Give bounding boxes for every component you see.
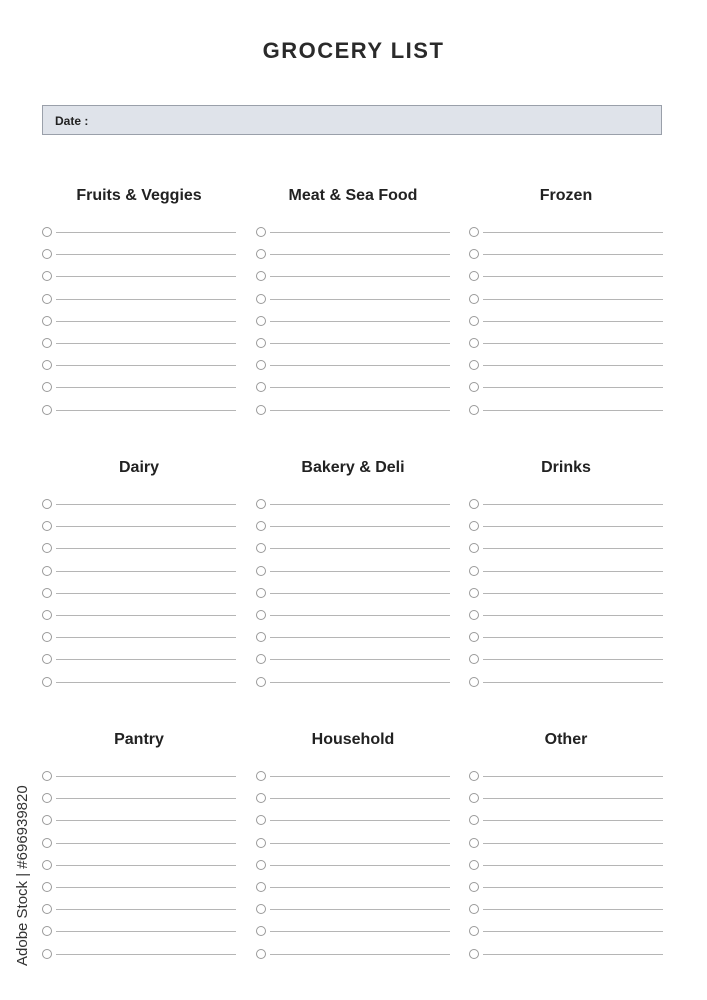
writing-line[interactable] bbox=[483, 954, 663, 955]
writing-line[interactable] bbox=[56, 526, 236, 527]
checklist-item[interactable] bbox=[469, 538, 663, 560]
checklist-item[interactable] bbox=[469, 377, 663, 399]
writing-line[interactable] bbox=[270, 659, 450, 660]
checklist-item[interactable] bbox=[42, 538, 236, 560]
checklist-item[interactable] bbox=[42, 649, 236, 671]
section-bakery-deli bbox=[256, 458, 450, 694]
checklist bbox=[469, 766, 663, 966]
writing-line[interactable] bbox=[56, 548, 236, 549]
checklist-item[interactable] bbox=[42, 561, 236, 583]
writing-line[interactable] bbox=[270, 843, 450, 844]
checklist-item[interactable] bbox=[256, 222, 450, 244]
checklist-item[interactable] bbox=[256, 355, 450, 377]
checkbox-circle-icon[interactable] bbox=[469, 499, 479, 509]
checklist-item[interactable] bbox=[469, 289, 663, 311]
writing-line[interactable] bbox=[56, 321, 236, 322]
writing-line[interactable] bbox=[56, 843, 236, 844]
writing-line[interactable] bbox=[270, 798, 450, 799]
writing-line[interactable] bbox=[483, 682, 663, 683]
writing-line[interactable] bbox=[56, 776, 236, 777]
checklist bbox=[256, 766, 450, 966]
checklist-item[interactable] bbox=[42, 833, 236, 855]
checklist bbox=[469, 494, 663, 694]
section-title: Other bbox=[544, 731, 588, 748]
checklist-item[interactable] bbox=[256, 244, 450, 266]
checklist-item[interactable] bbox=[42, 944, 236, 966]
checkbox-circle-icon[interactable] bbox=[256, 904, 266, 914]
writing-line[interactable] bbox=[270, 410, 450, 411]
section-other bbox=[469, 730, 663, 966]
writing-line[interactable] bbox=[270, 637, 450, 638]
checkbox-circle-icon[interactable] bbox=[256, 588, 266, 598]
checkbox-circle-icon[interactable] bbox=[256, 499, 266, 509]
writing-line[interactable] bbox=[483, 299, 663, 300]
writing-line[interactable] bbox=[56, 276, 236, 277]
checklist bbox=[469, 222, 663, 422]
writing-line[interactable] bbox=[56, 659, 236, 660]
checkbox-circle-icon[interactable] bbox=[469, 405, 479, 415]
checkbox-circle-icon[interactable] bbox=[42, 338, 52, 348]
writing-line[interactable] bbox=[56, 593, 236, 594]
checklist-item[interactable] bbox=[469, 944, 663, 966]
checklist bbox=[256, 494, 450, 694]
checkbox-circle-icon[interactable] bbox=[256, 949, 266, 959]
checkbox-circle-icon[interactable] bbox=[42, 316, 52, 326]
checkbox-circle-icon[interactable] bbox=[469, 316, 479, 326]
writing-line[interactable] bbox=[56, 365, 236, 366]
section-title: Fruits & Veggies bbox=[76, 187, 202, 204]
checklist-item[interactable] bbox=[469, 222, 663, 244]
checklist-item[interactable] bbox=[469, 810, 663, 832]
checkbox-circle-icon[interactable] bbox=[42, 566, 52, 576]
checklist-item[interactable] bbox=[42, 877, 236, 899]
checklist-item[interactable] bbox=[256, 333, 450, 355]
writing-line[interactable] bbox=[56, 931, 236, 932]
writing-line[interactable] bbox=[483, 343, 663, 344]
writing-line[interactable] bbox=[56, 887, 236, 888]
checklist-item[interactable] bbox=[469, 311, 663, 333]
checkbox-circle-icon[interactable] bbox=[256, 543, 266, 553]
writing-line[interactable] bbox=[270, 931, 450, 932]
checkbox-circle-icon[interactable] bbox=[42, 405, 52, 415]
checklist-item[interactable] bbox=[469, 672, 663, 694]
writing-line[interactable] bbox=[483, 659, 663, 660]
checklist-item[interactable] bbox=[42, 627, 236, 649]
checkbox-circle-icon[interactable] bbox=[256, 771, 266, 781]
stock-watermark: Adobe Stock | #696939820 bbox=[14, 785, 31, 967]
writing-line[interactable] bbox=[270, 254, 450, 255]
checkbox-circle-icon[interactable] bbox=[42, 249, 52, 259]
writing-line[interactable] bbox=[270, 776, 450, 777]
checkbox-circle-icon[interactable] bbox=[469, 610, 479, 620]
checklist-item[interactable] bbox=[42, 311, 236, 333]
checklist-item[interactable] bbox=[256, 649, 450, 671]
checklist-item[interactable] bbox=[469, 561, 663, 583]
checkbox-circle-icon[interactable] bbox=[256, 405, 266, 415]
writing-line[interactable] bbox=[270, 909, 450, 910]
section-title: Dairy bbox=[118, 459, 160, 476]
writing-line[interactable] bbox=[56, 909, 236, 910]
writing-line[interactable] bbox=[483, 254, 663, 255]
writing-line[interactable] bbox=[270, 321, 450, 322]
checklist-item[interactable] bbox=[42, 266, 236, 288]
checkbox-circle-icon[interactable] bbox=[256, 360, 266, 370]
writing-line[interactable] bbox=[56, 865, 236, 866]
checkbox-circle-icon[interactable] bbox=[42, 677, 52, 687]
checkbox-circle-icon[interactable] bbox=[469, 949, 479, 959]
checklist-item[interactable] bbox=[256, 766, 450, 788]
checkbox-circle-icon[interactable] bbox=[256, 610, 266, 620]
checkbox-circle-icon[interactable] bbox=[42, 793, 52, 803]
checkbox-circle-icon[interactable] bbox=[469, 227, 479, 237]
writing-line[interactable] bbox=[56, 682, 236, 683]
writing-line[interactable] bbox=[56, 637, 236, 638]
checkbox-circle-icon[interactable] bbox=[469, 543, 479, 553]
section-pantry bbox=[42, 730, 236, 966]
writing-line[interactable] bbox=[483, 321, 663, 322]
writing-line[interactable] bbox=[56, 504, 236, 505]
checklist-item[interactable] bbox=[42, 899, 236, 921]
checkbox-circle-icon[interactable] bbox=[469, 904, 479, 914]
checkbox-circle-icon[interactable] bbox=[256, 382, 266, 392]
section-title: Drinks bbox=[541, 459, 591, 476]
checklist-item[interactable] bbox=[469, 649, 663, 671]
checklist-item[interactable] bbox=[42, 788, 236, 810]
checklist-item[interactable] bbox=[469, 244, 663, 266]
checklist-item[interactable] bbox=[42, 244, 236, 266]
checklist-item[interactable] bbox=[469, 921, 663, 943]
checkbox-circle-icon[interactable] bbox=[42, 815, 52, 825]
checkbox-circle-icon[interactable] bbox=[42, 294, 52, 304]
checkbox-circle-icon[interactable] bbox=[469, 566, 479, 576]
checkbox-circle-icon[interactable] bbox=[469, 926, 479, 936]
writing-line[interactable] bbox=[483, 798, 663, 799]
checkbox-circle-icon[interactable] bbox=[469, 338, 479, 348]
writing-line[interactable] bbox=[270, 387, 450, 388]
writing-line[interactable] bbox=[483, 637, 663, 638]
checklist-item[interactable] bbox=[42, 921, 236, 943]
checklist-item[interactable] bbox=[42, 855, 236, 877]
checkbox-circle-icon[interactable] bbox=[42, 227, 52, 237]
checklist-item[interactable] bbox=[469, 400, 663, 422]
checklist-item[interactable] bbox=[42, 672, 236, 694]
checklist-item[interactable] bbox=[469, 355, 663, 377]
writing-line[interactable] bbox=[270, 365, 450, 366]
writing-line[interactable] bbox=[270, 526, 450, 527]
checkbox-circle-icon[interactable] bbox=[42, 382, 52, 392]
writing-line[interactable] bbox=[270, 343, 450, 344]
checklist bbox=[256, 222, 450, 422]
checkbox-circle-icon[interactable] bbox=[42, 360, 52, 370]
writing-line[interactable] bbox=[56, 254, 236, 255]
checklist-item[interactable] bbox=[256, 538, 450, 560]
checkbox-circle-icon[interactable] bbox=[256, 654, 266, 664]
section-title: Meat & Sea Food bbox=[288, 187, 418, 204]
checkbox-circle-icon[interactable] bbox=[42, 904, 52, 914]
checklist-item[interactable] bbox=[256, 494, 450, 516]
section-title: Household bbox=[311, 731, 395, 748]
checklist-item[interactable] bbox=[42, 222, 236, 244]
checklist-item[interactable] bbox=[42, 583, 236, 605]
writing-line[interactable] bbox=[483, 410, 663, 411]
checklist-item[interactable] bbox=[256, 311, 450, 333]
writing-line[interactable] bbox=[270, 887, 450, 888]
section-dairy bbox=[42, 458, 236, 694]
checklist-item[interactable] bbox=[469, 333, 663, 355]
checkbox-circle-icon[interactable] bbox=[256, 521, 266, 531]
date-label: Date : bbox=[55, 114, 89, 128]
checkbox-circle-icon[interactable] bbox=[469, 793, 479, 803]
checklist bbox=[42, 766, 236, 966]
writing-line[interactable] bbox=[270, 865, 450, 866]
checkbox-circle-icon[interactable] bbox=[469, 360, 479, 370]
writing-line[interactable] bbox=[483, 504, 663, 505]
checkbox-circle-icon[interactable] bbox=[256, 566, 266, 576]
checkbox-circle-icon[interactable] bbox=[469, 271, 479, 281]
checklist-item[interactable] bbox=[469, 516, 663, 538]
checklist-item[interactable] bbox=[256, 583, 450, 605]
checklist-item[interactable] bbox=[469, 266, 663, 288]
checkbox-circle-icon[interactable] bbox=[42, 949, 52, 959]
writing-line[interactable] bbox=[483, 365, 663, 366]
checkbox-circle-icon[interactable] bbox=[469, 294, 479, 304]
checkbox-circle-icon[interactable] bbox=[256, 338, 266, 348]
checklist-item[interactable] bbox=[256, 810, 450, 832]
checkbox-circle-icon[interactable] bbox=[256, 926, 266, 936]
writing-line[interactable] bbox=[483, 387, 663, 388]
checkbox-circle-icon[interactable] bbox=[469, 882, 479, 892]
writing-line[interactable] bbox=[270, 682, 450, 683]
writing-line[interactable] bbox=[483, 615, 663, 616]
checkbox-circle-icon[interactable] bbox=[469, 838, 479, 848]
writing-line[interactable] bbox=[56, 232, 236, 233]
writing-line[interactable] bbox=[56, 798, 236, 799]
checklist-item[interactable] bbox=[469, 494, 663, 516]
section-title: Frozen bbox=[539, 187, 593, 204]
checklist-item[interactable] bbox=[256, 561, 450, 583]
checklist-item[interactable] bbox=[256, 921, 450, 943]
checklist-item[interactable] bbox=[256, 899, 450, 921]
checklist-item[interactable] bbox=[42, 605, 236, 627]
writing-line[interactable] bbox=[483, 909, 663, 910]
writing-line[interactable] bbox=[483, 931, 663, 932]
checklist-item[interactable] bbox=[42, 333, 236, 355]
checklist bbox=[42, 494, 236, 694]
writing-line[interactable] bbox=[56, 615, 236, 616]
writing-line[interactable] bbox=[270, 571, 450, 572]
checkbox-circle-icon[interactable] bbox=[42, 610, 52, 620]
checkbox-circle-icon[interactable] bbox=[42, 499, 52, 509]
checkbox-circle-icon[interactable] bbox=[256, 838, 266, 848]
checkbox-circle-icon[interactable] bbox=[42, 521, 52, 531]
checkbox-circle-icon[interactable] bbox=[42, 882, 52, 892]
writing-line[interactable] bbox=[483, 571, 663, 572]
writing-line[interactable] bbox=[483, 843, 663, 844]
checkbox-circle-icon[interactable] bbox=[42, 588, 52, 598]
checklist-item[interactable] bbox=[42, 355, 236, 377]
checklist-item[interactable] bbox=[469, 583, 663, 605]
checklist-item[interactable] bbox=[256, 855, 450, 877]
checkbox-circle-icon[interactable] bbox=[256, 793, 266, 803]
checklist-item[interactable] bbox=[256, 877, 450, 899]
checkbox-circle-icon[interactable] bbox=[42, 543, 52, 553]
writing-line[interactable] bbox=[483, 526, 663, 527]
checkbox-circle-icon[interactable] bbox=[42, 926, 52, 936]
checklist-item[interactable] bbox=[42, 766, 236, 788]
checklist-item[interactable] bbox=[469, 833, 663, 855]
checklist-item[interactable] bbox=[469, 627, 663, 649]
checklist-item[interactable] bbox=[256, 672, 450, 694]
writing-line[interactable] bbox=[270, 954, 450, 955]
checkbox-circle-icon[interactable] bbox=[42, 838, 52, 848]
writing-line[interactable] bbox=[483, 820, 663, 821]
checkbox-circle-icon[interactable] bbox=[256, 227, 266, 237]
checklist-item[interactable] bbox=[469, 766, 663, 788]
date-field[interactable] bbox=[42, 105, 662, 135]
checklist-item[interactable] bbox=[469, 855, 663, 877]
checkbox-circle-icon[interactable] bbox=[42, 654, 52, 664]
checkbox-circle-icon[interactable] bbox=[469, 860, 479, 870]
checklist-item[interactable] bbox=[256, 266, 450, 288]
writing-line[interactable] bbox=[270, 504, 450, 505]
section-fruits-veggies bbox=[42, 186, 236, 422]
writing-line[interactable] bbox=[56, 299, 236, 300]
checklist-item[interactable] bbox=[42, 377, 236, 399]
checklist-item[interactable] bbox=[42, 516, 236, 538]
checklist-item[interactable] bbox=[256, 377, 450, 399]
checkbox-circle-icon[interactable] bbox=[469, 521, 479, 531]
checkbox-circle-icon[interactable] bbox=[256, 860, 266, 870]
checklist-item[interactable] bbox=[256, 627, 450, 649]
writing-line[interactable] bbox=[270, 232, 450, 233]
writing-line[interactable] bbox=[56, 954, 236, 955]
checklist-item[interactable] bbox=[42, 494, 236, 516]
checklist-item[interactable] bbox=[42, 810, 236, 832]
section-title: Bakery & Deli bbox=[301, 459, 405, 476]
writing-line[interactable] bbox=[56, 387, 236, 388]
checkbox-circle-icon[interactable] bbox=[469, 815, 479, 825]
writing-line[interactable] bbox=[483, 593, 663, 594]
checkbox-circle-icon[interactable] bbox=[42, 771, 52, 781]
section-title: Pantry bbox=[114, 731, 164, 748]
checklist-item[interactable] bbox=[256, 788, 450, 810]
checkbox-circle-icon[interactable] bbox=[256, 294, 266, 304]
checkbox-circle-icon[interactable] bbox=[42, 271, 52, 281]
writing-line[interactable] bbox=[483, 548, 663, 549]
section-drinks bbox=[469, 458, 663, 694]
checklist bbox=[42, 222, 236, 422]
checklist-item[interactable] bbox=[469, 899, 663, 921]
section-household bbox=[256, 730, 450, 966]
checkbox-circle-icon[interactable] bbox=[42, 632, 52, 642]
checkbox-circle-icon[interactable] bbox=[469, 771, 479, 781]
checkbox-circle-icon[interactable] bbox=[256, 882, 266, 892]
writing-line[interactable] bbox=[270, 820, 450, 821]
writing-line[interactable] bbox=[270, 299, 450, 300]
checklist-item[interactable] bbox=[256, 516, 450, 538]
checkbox-circle-icon[interactable] bbox=[469, 654, 479, 664]
checkbox-circle-icon[interactable] bbox=[42, 860, 52, 870]
writing-line[interactable] bbox=[270, 276, 450, 277]
writing-line[interactable] bbox=[483, 865, 663, 866]
writing-line[interactable] bbox=[56, 410, 236, 411]
checklist-item[interactable] bbox=[256, 833, 450, 855]
writing-line[interactable] bbox=[270, 615, 450, 616]
writing-line[interactable] bbox=[483, 776, 663, 777]
checkbox-circle-icon[interactable] bbox=[469, 249, 479, 259]
checkbox-circle-icon[interactable] bbox=[469, 632, 479, 642]
writing-line[interactable] bbox=[56, 343, 236, 344]
checklist-item[interactable] bbox=[256, 289, 450, 311]
checklist-item[interactable] bbox=[42, 289, 236, 311]
checklist-item[interactable] bbox=[469, 877, 663, 899]
writing-line[interactable] bbox=[270, 548, 450, 549]
checklist-item[interactable] bbox=[42, 400, 236, 422]
checkbox-circle-icon[interactable] bbox=[256, 316, 266, 326]
writing-line[interactable] bbox=[56, 571, 236, 572]
writing-line[interactable] bbox=[270, 593, 450, 594]
checkbox-circle-icon[interactable] bbox=[469, 677, 479, 687]
checkbox-circle-icon[interactable] bbox=[256, 632, 266, 642]
writing-line[interactable] bbox=[483, 276, 663, 277]
checkbox-circle-icon[interactable] bbox=[469, 382, 479, 392]
page-title: GROCERY LIST bbox=[262, 38, 445, 63]
section-frozen bbox=[469, 186, 663, 422]
checkbox-circle-icon[interactable] bbox=[256, 677, 266, 687]
checklist-item[interactable] bbox=[469, 605, 663, 627]
checkbox-circle-icon[interactable] bbox=[256, 815, 266, 825]
checklist-item[interactable] bbox=[256, 400, 450, 422]
checkbox-circle-icon[interactable] bbox=[469, 588, 479, 598]
checklist-item[interactable] bbox=[469, 788, 663, 810]
writing-line[interactable] bbox=[56, 820, 236, 821]
writing-line[interactable] bbox=[483, 887, 663, 888]
section-meat-sea-food bbox=[256, 186, 450, 422]
checkbox-circle-icon[interactable] bbox=[256, 249, 266, 259]
checklist-item[interactable] bbox=[256, 605, 450, 627]
checklist-item[interactable] bbox=[256, 944, 450, 966]
writing-line[interactable] bbox=[483, 232, 663, 233]
checkbox-circle-icon[interactable] bbox=[256, 271, 266, 281]
